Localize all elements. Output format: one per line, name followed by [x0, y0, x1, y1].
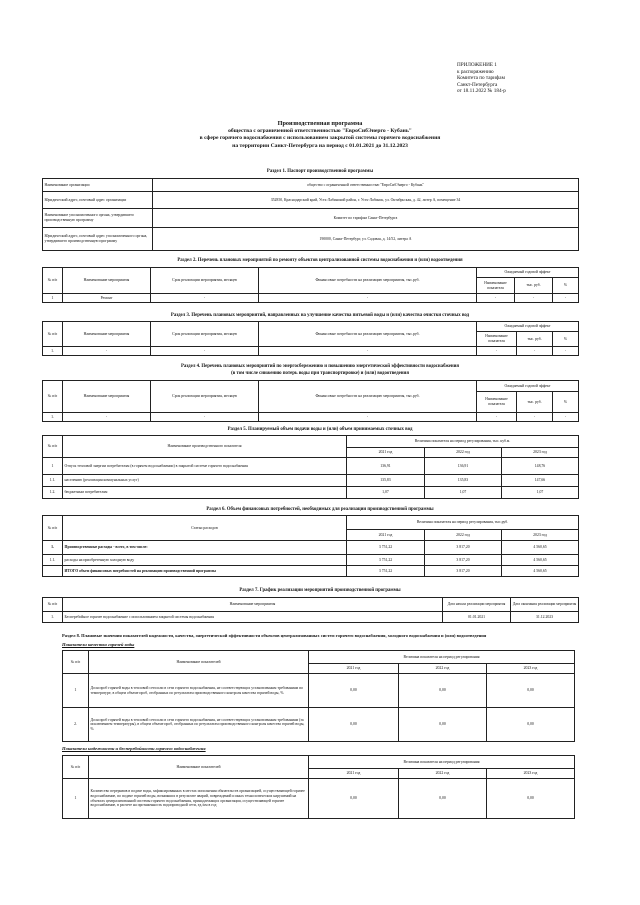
section4-heading-cont: (в том числе снижению потерь воды при транспортировке) и (или) водоотведения: [231, 371, 409, 376]
cell: -: [151, 347, 259, 356]
header-cell: № п/п: [43, 598, 63, 612]
cell: Количество перерывов в подаче воды, зафиксированных в местах исполнения обязательств организацией, осуществляющей горячее водоснабжение, по подаче горячей воды, возникших в результате аварий, повреждений и иных технологических нарушений на объектах централизованной системы горячего водоснабжения, принадлежащих организации, осуществляющей горячее водоснабжение, в расчете на протяженность водопроводной сети, ед./км в год: [89, 779, 309, 819]
passport-label: Юридический адрес, почтовый адрес организации: [43, 192, 153, 209]
section1-heading: Раздел 1. Паспорт производственной программы: [266, 169, 374, 174]
cell: 1.: [43, 612, 63, 623]
reliability-subheading: Показатели надежности и бесперебойности горячего водоснабжения: [62, 746, 206, 751]
header-cell: тыс. руб.: [515, 278, 553, 294]
table-row: [43, 228, 579, 251]
cell: 1.1.: [43, 555, 63, 566]
cell: 135,83: [347, 475, 425, 487]
cell: Доля проб горячей воды в тепловой сети или в сети горячего водоснабжения, не соответствующих установленным требованиям по температуре, в общем объеме проб, отобранных по результатам производственного контроля качества горячей воды, %: [89, 674, 309, 708]
passport-value: 352850, Краснодарский край, Усть-Лабинский район, г. Усть-Лабинск, ул. Октябрьская, д. 42, литер А, помещение 34: [153, 192, 579, 209]
cell: ИТОГО объем финансовых потребностей на реализацию производственной программы: [63, 566, 347, 577]
section2-heading: Раздел 2. Перечень плановых мероприятий по ремонту объектов централизованной системы водоснабжения и (или) водоотведения: [177, 258, 463, 263]
cell: Бесперебойное горячее водоснабжение с использованием закрытой системы водоснабжения: [63, 612, 443, 623]
cell: -: [517, 413, 553, 422]
table-row: [63, 708, 575, 742]
cell: 0,00: [487, 779, 575, 819]
header-cell: Величина показателя на период регулирования, тыс.руб.: [347, 516, 579, 530]
quality-subheading: Показатели качества горячей воды: [62, 642, 135, 647]
year-header: 2021 год: [347, 530, 425, 541]
header-cell: Наименование показателя: [477, 392, 517, 413]
passport-value: Комитет по тарифам Санкт-Петербурга: [153, 209, 579, 228]
header-cell: № п/п: [43, 436, 63, 458]
cell: 1: [43, 294, 63, 303]
header-cell: № п/п: [63, 651, 89, 674]
cell: [43, 566, 63, 577]
cell: 136,91: [425, 458, 502, 475]
appendix-line: Комитета по тарифам: [457, 75, 505, 82]
cell: 135,83: [425, 475, 502, 487]
table-row: [43, 612, 579, 623]
title-line: на территории Санкт-Петербурга на период с 01.01.2021 до 31.12.2023: [232, 142, 408, 149]
header-cell: Срок реализации мероприятия, месяцев: [151, 268, 259, 294]
passport-value: 190000, Санкт-Петербург, ул. Садовая, д. 14/52, литера А: [153, 228, 579, 251]
year-header: 2022 год: [425, 530, 502, 541]
water-volume-table: [42, 435, 579, 499]
table-row: [43, 541, 579, 555]
cell: 0,00: [487, 674, 575, 708]
year-header: 2023 год: [487, 769, 575, 779]
year-header: 2021 год: [309, 664, 399, 674]
cell: -: [553, 294, 579, 303]
cell: 3 817,20: [425, 541, 502, 555]
cell: 1.1.: [43, 475, 63, 487]
cell: 3 817,20: [425, 555, 502, 566]
cell: 0,00: [309, 674, 399, 708]
header-cell: тыс. руб.: [517, 332, 553, 347]
cell: 1.2.: [43, 487, 63, 499]
year-header: 2021 год: [309, 769, 399, 779]
cell: 4 560,65: [502, 566, 579, 577]
cell: 147,66: [502, 475, 579, 487]
year-header: 2023 год: [502, 448, 579, 458]
header-cell: Наименование мероприятия: [63, 322, 151, 347]
header-cell: Дата окончания реализации мероприятия: [511, 598, 579, 612]
header-cell: %: [553, 278, 579, 294]
cell: -: [151, 413, 259, 422]
passport-label: Наименование уполномоченного органа, утвердившего производственную программу: [43, 209, 153, 228]
passport-value: общество с ограниченной ответственностью "ЕвроСибЭнерго - Кубань": [153, 179, 579, 192]
header-cell: № п/п: [43, 516, 63, 541]
year-header: 2022 год: [425, 448, 502, 458]
cell: 1: [63, 674, 89, 708]
cell: -: [477, 413, 517, 422]
year-header: 2022 год: [399, 769, 487, 779]
section3-heading: Раздел 3. Перечень плановых мероприятий, направленных на улучшение качества питьевой воды и (или) качества очистки сточных вод: [170, 313, 470, 318]
year-header: 2022 год: [399, 664, 487, 674]
section5-heading: Раздел 5. Планируемый объем подачи воды и (или) объем принимаемых сточных вод: [227, 427, 413, 432]
table-row: [43, 475, 579, 487]
table-row: [43, 192, 579, 209]
cell: 1: [63, 779, 89, 819]
title-line: в сфере горячего водоснабжения с использованием закрытой системы горячего водоснабжения: [199, 135, 441, 142]
cell: 1.: [43, 541, 63, 555]
cell: 01.01.2021: [443, 612, 511, 623]
table-row: [63, 674, 575, 708]
header-cell: Дата начала реализации мероприятия: [443, 598, 511, 612]
section4-heading: Раздел 4. Перечень плановых мероприятий по энергосбережению и повышению энергетической эффективности водоснабжения: [180, 364, 460, 369]
header-cell: Наименование мероприятия: [63, 268, 151, 294]
header-cell: Статьи расходов: [63, 516, 347, 541]
header-cell: Наименование мероприятия: [63, 381, 151, 413]
table-row: [43, 179, 579, 192]
cell: -: [553, 347, 579, 356]
header-cell: %: [553, 332, 579, 347]
header-cell: Ожидаемый годовой эффект: [477, 268, 579, 278]
table-row: [43, 413, 579, 422]
schedule-table: [42, 597, 579, 623]
quality-indicators-table: [62, 650, 575, 742]
cell: 0,00: [399, 674, 487, 708]
cell: 148,76: [502, 458, 579, 475]
cell: Производственные расходы - всего, в том числе:: [63, 541, 347, 555]
cell: 1.: [43, 413, 63, 422]
header-cell: Наименование показателей: [89, 756, 309, 779]
reliability-indicators-table: [62, 755, 575, 819]
cell: 3 751,22: [347, 566, 425, 577]
passport-label: Юридический адрес, почтовый адрес уполномоченного органа, утвердившего производственную программу: [43, 228, 153, 251]
energy-measures-table: [42, 380, 579, 422]
cell: -: [259, 413, 477, 422]
cell: 0,00: [309, 708, 399, 742]
header-cell: № п/п: [63, 756, 89, 779]
appendix-line: ПРИЛОЖЕНИЕ 1: [457, 62, 497, 68]
document-title: [0, 120, 640, 150]
cell: -: [259, 347, 477, 356]
table-row: [43, 209, 579, 228]
cell: -: [515, 294, 553, 303]
cell: 4 560,65: [502, 541, 579, 555]
table-row: [43, 347, 579, 356]
table-row: [43, 458, 579, 475]
cell: -: [553, 413, 579, 422]
cell: Отпуск тепловой энергии потребителям (в горячем водоснабжении) в закрытой системе горячего водоснабжения: [63, 458, 347, 475]
cell: Доля проб горячей воды в тепловой сети или в сети горячего водоснабжения, не соответствующих установленным требованиям (за исключением температуры), в общем объеме проб, отобранных по результатам производственного контроля качества горячей воды, %: [89, 708, 309, 742]
finance-table: [42, 515, 579, 577]
header-cell: Финансовые потребности на реализацию мероприятия, тыс.руб.: [259, 381, 477, 413]
header-cell: Финансовые потребности на реализацию мероприятия, тыс.руб.: [259, 322, 477, 347]
header-cell: Наименование показателей: [89, 651, 309, 674]
cell: 3 751,22: [347, 541, 425, 555]
header-cell: Наименование показателя: [477, 278, 515, 294]
cell: 2.: [63, 708, 89, 742]
cell: 3 817,20: [425, 566, 502, 577]
cell: 1,07: [502, 487, 579, 499]
title-line: Производственная программа: [277, 120, 363, 127]
title-line: общества с ограниченной ответственностью "ЕвроСибЭнерго - Кубань": [228, 127, 412, 134]
year-header: 2023 год: [502, 530, 579, 541]
cell: 3 751,22: [347, 555, 425, 566]
year-header: 2021 год: [347, 448, 425, 458]
table-row: [43, 566, 579, 577]
table-row: [63, 779, 575, 819]
cell: -: [151, 294, 259, 303]
appendix-line: к распоряжению: [457, 68, 494, 75]
cell: 31.12.2023: [511, 612, 579, 623]
cell: 0,00: [399, 708, 487, 742]
header-cell: Срок реализации мероприятия, месяцев: [151, 381, 259, 413]
cell: 1: [43, 458, 63, 475]
header-cell: № п/п: [43, 268, 63, 294]
cell: Ремонт: [63, 294, 151, 303]
cell: -: [477, 347, 517, 356]
cell: -: [517, 347, 553, 356]
cell: 1,07: [425, 487, 502, 499]
cell: -: [63, 413, 151, 422]
header-cell: Величина показателя на период регулирования, тыс. куб.м.: [347, 436, 579, 448]
appendix-block: [457, 62, 506, 95]
table-row: [43, 294, 579, 303]
cell: 1,07: [347, 487, 425, 499]
appendix-line: Санкт-Петербурга: [457, 81, 498, 88]
cell: 0,00: [309, 779, 399, 819]
table-row: [43, 555, 579, 566]
passport-label: Наименование организации: [43, 179, 153, 192]
cell: расходы на приобретенную холодную воду: [63, 555, 347, 566]
header-cell: Ожидаемый годовой эффект: [477, 322, 579, 332]
cell: 0,00: [399, 779, 487, 819]
cell: населению (реализация коммунальных услуг): [63, 475, 347, 487]
header-cell: № п/п: [43, 322, 63, 347]
section8-heading: Раздел 8. Плановые значения показателей надежности, качества, энергетической эффективности объектов централизованных систем горячего водоснабжения, холодного водоснабжения и (или) водоотведения: [62, 633, 487, 638]
header-cell: тыс. руб.: [517, 392, 553, 413]
section6-heading: Раздел 6. Объем финансовых потребностей, необходимых для реализации производственной программы: [206, 507, 434, 512]
table-row: [43, 487, 579, 499]
cell: -: [477, 294, 515, 303]
header-cell: %: [553, 392, 579, 413]
cell: -: [259, 294, 477, 303]
header-cell: Величина показателя на период регулирования: [309, 756, 575, 769]
cell: -: [63, 347, 151, 356]
cell: 136,91: [347, 458, 425, 475]
header-cell: № п/п: [43, 381, 63, 413]
cell: 0,00: [487, 708, 575, 742]
passport-table: [42, 178, 579, 251]
header-cell: Наименование производственного показателя: [63, 436, 347, 458]
header-cell: Ожидаемый годовой эффект: [477, 381, 579, 392]
year-header: 2023 год: [487, 664, 575, 674]
header-cell: Финансовые потребности на реализацию мероприятия, тыс.руб.: [259, 268, 477, 294]
header-cell: Наименование показателя: [477, 332, 517, 347]
header-cell: Срок реализации мероприятия, месяцев: [151, 322, 259, 347]
appendix-line: от 18.11.2022 № 184-р: [457, 88, 506, 95]
cell: 1.: [43, 347, 63, 356]
section7-heading: Раздел 7. График реализации мероприятий производственной программы: [239, 588, 401, 593]
cell: бюджетным потребителям: [63, 487, 347, 499]
repair-table: [42, 267, 579, 303]
header-cell: Наименование мероприятия: [63, 598, 443, 612]
quality-measures-table: [42, 321, 579, 356]
header-cell: Величина показателя на период регулирования: [309, 651, 575, 664]
cell: 4 560,65: [502, 555, 579, 566]
